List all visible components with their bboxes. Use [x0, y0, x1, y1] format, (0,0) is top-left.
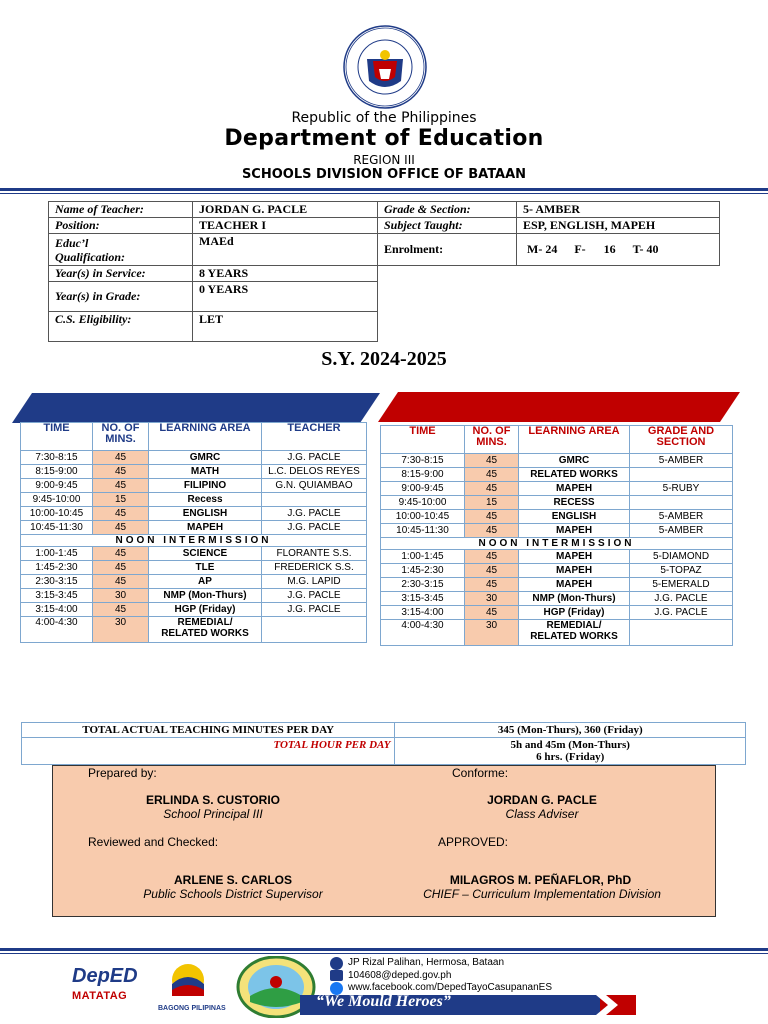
schedule2-area-cell: MAPEH — [519, 564, 630, 578]
enrolment-female: F- 16 — [574, 242, 616, 256]
schedule1-table — [20, 422, 367, 643]
schedule2-col4-cell: 5-AMBER — [630, 524, 733, 538]
prepared-label: Prepared by: — [88, 766, 157, 780]
schedule1-time-cell: 3:15-3:45 — [21, 589, 93, 603]
schedule2-row — [381, 482, 733, 496]
schedule2-time-cell: 10:45-11:30 — [381, 524, 465, 538]
schedule1-mins-cell: 30 — [93, 617, 149, 643]
department-heading: Department of Education — [224, 126, 544, 151]
schedule1-area-cell: Recess — [149, 493, 262, 507]
schedule1-row — [21, 465, 367, 479]
schedule1-area-cell: NMP (Mon-Thurs) — [149, 589, 262, 603]
schedule1-time-cell: 1:45-2:30 — [21, 561, 93, 575]
schedule2-col4-cell: 5-EMERALD — [630, 578, 733, 592]
schedule2-mins-cell: 45 — [465, 454, 519, 468]
schedule2-time-cell: 9:00-9:45 — [381, 482, 465, 496]
schedule2-area-cell: MAPEH — [519, 550, 630, 564]
schedule2-banner — [378, 392, 740, 422]
grade-section-label: Grade & Section: — [378, 202, 517, 218]
schedule2-time-cell: 10:00-10:45 — [381, 510, 465, 524]
schedule1-noon: NOON INTERMISSION — [21, 535, 367, 547]
total-hours-value — [395, 738, 746, 765]
total-hours-friday: 6 hrs. (Friday) — [536, 751, 605, 763]
schedule2-mins-cell: 45 — [465, 510, 519, 524]
location-icon — [330, 957, 343, 970]
schedule2-col4-cell: 5-AMBER — [630, 454, 733, 468]
schedule2-time-cell: 3:15-4:00 — [381, 606, 465, 620]
schedule2-row — [381, 510, 733, 524]
schedule2-row — [381, 592, 733, 606]
header-divider-thin — [0, 193, 768, 194]
region-heading: REGION III — [353, 153, 415, 167]
bagong-pilipinas-logo — [160, 960, 216, 1004]
schedule1-col4-cell: FLORANTE S.S. — [262, 547, 367, 561]
schedule2-time-cell: 1:45-2:30 — [381, 564, 465, 578]
schedule2-mins-cell: 45 — [465, 564, 519, 578]
schedule2-time-cell: 2:30-3:15 — [381, 578, 465, 592]
teacher-label: Name of Teacher: — [49, 202, 193, 218]
schedule2-row — [381, 524, 733, 538]
schedule1-mins-cell: 45 — [93, 451, 149, 465]
schedule2-header-area: LEARNING AREA — [519, 426, 630, 454]
schedule1-mins-cell: 45 — [93, 479, 149, 493]
schedule2-noon: NOON INTERMISSION — [381, 538, 733, 550]
schedule1-time-cell: 2:30-3:15 — [21, 575, 93, 589]
schedule1-time-cell: 3:15-4:00 — [21, 603, 93, 617]
schedule2-mins-cell: 45 — [465, 550, 519, 564]
schedule2-area-cell: ENGLISH — [519, 510, 630, 524]
signature-box — [52, 765, 716, 917]
schedule1-area-cell — [149, 617, 262, 643]
schedule1-col4-cell — [262, 617, 367, 643]
schedule1-row — [21, 493, 367, 507]
enrolment-label: Enrolment: — [378, 234, 517, 266]
total-minutes-value: 345 (Mon-Thurs), 360 (Friday) — [395, 723, 746, 738]
schedule1-col4-cell: L.C. DELOS REYES — [262, 465, 367, 479]
enrolment-total: T- 40 — [632, 242, 659, 256]
schedule1-row — [21, 575, 367, 589]
schedule2-col4-cell — [630, 496, 733, 510]
schedule2-time-cell: 9:45-10:00 — [381, 496, 465, 510]
schedule2-remedial-line1: REMEDIAL/ — [546, 620, 602, 631]
schedule1-time-cell: 7:30-8:15 — [21, 451, 93, 465]
schedule2-row — [381, 454, 733, 468]
schedule2-mins-cell: 45 — [465, 524, 519, 538]
schedule2-mins-cell: 45 — [465, 468, 519, 482]
schedule2-area-cell: RELATED WORKS — [519, 468, 630, 482]
schedule2-header-section: GRADE AND SECTION — [630, 426, 733, 454]
schedule1-area-cell: AP — [149, 575, 262, 589]
schedule2-time-cell: 1:00-1:45 — [381, 550, 465, 564]
schedule1-area-cell: MATH — [149, 465, 262, 479]
schedule2-mins-cell: 30 — [465, 592, 519, 606]
schedule1-time-cell: 10:00-10:45 — [21, 507, 93, 521]
schedule2-header-time: TIME — [381, 426, 465, 454]
schedule1-banner — [12, 393, 380, 423]
schedule1-area-cell: HGP (Friday) — [149, 603, 262, 617]
reviewed-title: Public Schools District Supervisor — [143, 887, 323, 901]
schedule2-area-cell: GMRC — [519, 454, 630, 468]
schedule2-mins-cell: 30 — [465, 620, 519, 646]
schedule1-area-cell: FILIPINO — [149, 479, 262, 493]
approved-name: MILAGROS M. PEÑAFLOR, PhD — [449, 873, 632, 887]
schedule2-area-cell: HGP (Friday) — [519, 606, 630, 620]
motto-text: “We Mould Heroes” — [316, 993, 451, 1010]
schedule2-row — [381, 578, 733, 592]
schedule2-mins-cell: 45 — [465, 606, 519, 620]
schedule1-header-area: LEARNING AREA — [149, 423, 262, 451]
schedule1-area-cell: SCIENCE — [149, 547, 262, 561]
enrolment-male: M- 24 — [527, 242, 558, 256]
conforme-title: Class Adviser — [505, 807, 579, 821]
schedule2-col4-cell — [630, 620, 733, 646]
deped-logo: DepED — [72, 965, 138, 987]
conforme-label: Conforme: — [452, 766, 509, 780]
division-heading: SCHOOLS DIVISION OFFICE OF BATAAN — [241, 167, 527, 182]
schedule2-col4-cell: 5-RUBY — [630, 482, 733, 496]
schedule1-mins-cell: 45 — [93, 507, 149, 521]
schedule1-time-cell: 1:00-1:45 — [21, 547, 93, 561]
schedule2-col4-cell: 5-TOPAZ — [630, 564, 733, 578]
schedule1-header-time: TIME — [21, 423, 93, 451]
schedule1-area-cell: GMRC — [149, 451, 262, 465]
teacher-value: JORDAN G. PACLE — [193, 202, 378, 218]
school-year: S.Y. 2024-2025 — [321, 348, 447, 370]
deped-seal-logo — [343, 25, 427, 109]
reviewed-name: ARLENE S. CARLOS — [173, 873, 292, 887]
schedule2-remedial-line2: RELATED WORKS — [530, 631, 618, 642]
schedule1-col4-cell: G.N. QUIAMBAO — [262, 479, 367, 493]
schedule2-col4-cell: 5-AMBER — [630, 510, 733, 524]
schedule2-time-cell: 8:15-9:00 — [381, 468, 465, 482]
service-label: Year(s) in Service: — [49, 266, 193, 282]
schedule1-time-cell: 4:00-4:30 — [21, 617, 93, 643]
footer-divider — [0, 948, 768, 951]
educ-label-line2: Qualification: — [55, 249, 126, 264]
schedule2-col4-cell: J.G. PACLE — [630, 592, 733, 606]
schedule1-mins-cell: 45 — [93, 575, 149, 589]
schedule2-mins-cell: 15 — [465, 496, 519, 510]
schedule2-area-cell: NMP (Mon-Thurs) — [519, 592, 630, 606]
schedule1-row — [21, 521, 367, 535]
schedule1-mins-cell: 45 — [93, 521, 149, 535]
schedule2-col4-cell — [630, 468, 733, 482]
prepared-name: ERLINDA S. CUSTORIO — [145, 793, 280, 807]
schedule1-row — [21, 617, 367, 643]
schedule1-time-cell: 9:45-10:00 — [21, 493, 93, 507]
schedule2-row — [381, 620, 733, 646]
totals-table — [21, 722, 746, 765]
schedule1-area-cell: ENGLISH — [149, 507, 262, 521]
bagong-pilipinas-text: BAGONG PILIPINAS — [158, 1005, 226, 1012]
schedule1-area-cell: MAPEH — [149, 521, 262, 535]
schedule1-mins-cell: 45 — [93, 561, 149, 575]
grade-section-value: 5- AMBER — [517, 202, 720, 218]
approved-title: CHIEF – Curriculum Implementation Division — [423, 887, 661, 901]
schedule1-row — [21, 479, 367, 493]
teacher-info-table — [48, 201, 720, 342]
schedule1-col4-cell: J.G. PACLE — [262, 521, 367, 535]
schedule1-remedial-line1: REMEDIAL/ — [177, 617, 233, 628]
subject-label: Subject Taught: — [378, 218, 517, 234]
schedule1-col4-cell: FREDERICK S.S. — [262, 561, 367, 575]
schedule1-mins-cell: 45 — [93, 465, 149, 479]
footer-facebook: www.facebook.com/DepedTayoCasupananES — [348, 982, 553, 993]
schedule2-table — [380, 425, 733, 646]
cs-eligibility-label: C.S. Eligibility: — [49, 312, 193, 342]
footer-email: 104608@deped.gov.ph — [348, 970, 452, 981]
schedule1-row — [21, 547, 367, 561]
educ-value: MAEd — [193, 234, 378, 266]
footer-address: JP Rizal Palihan, Hermosa, Bataan — [348, 957, 505, 968]
total-minutes-label: TOTAL ACTUAL TEACHING MINUTES PER DAY — [22, 723, 395, 738]
schedule1-mins-cell: 15 — [93, 493, 149, 507]
schedule2-time-cell: 3:15-3:45 — [381, 592, 465, 606]
schedule1-time-cell: 10:45-11:30 — [21, 521, 93, 535]
reviewed-label: Reviewed and Checked: — [88, 835, 219, 849]
schedule2-row — [381, 564, 733, 578]
schedule1-mins-cell: 45 — [93, 547, 149, 561]
matatag-logo: MATATAG — [72, 990, 128, 1002]
email-icon — [330, 970, 343, 981]
schedule1-col4-cell: J.G. PACLE — [262, 603, 367, 617]
schedule1-header-mins: NO. OF MINS. — [93, 423, 149, 451]
schedule1-header-teacher: TEACHER — [262, 423, 367, 451]
schedule1-time-cell: 9:00-9:45 — [21, 479, 93, 493]
service-value: 8 YEARS — [193, 266, 378, 282]
schedule1-col4-cell: M.G. LAPID — [262, 575, 367, 589]
total-hours-weekday: 5h and 45m (Mon-Thurs) — [510, 739, 630, 751]
schedule2-header-mins: NO. OF MINS. — [465, 426, 519, 454]
schedule2-area-cell: MAPEH — [519, 482, 630, 496]
schedule2-col4-cell: 5-DIAMOND — [630, 550, 733, 564]
schedule1-row — [21, 507, 367, 521]
educ-label — [49, 234, 193, 266]
schedule1-col4-cell: J.G. PACLE — [262, 589, 367, 603]
years-in-grade-value: 0 YEARS — [193, 282, 378, 312]
schedule1-time-cell: 8:15-9:00 — [21, 465, 93, 479]
schedule2-area-cell: MAPEH — [519, 524, 630, 538]
schedule1-area-cell: TLE — [149, 561, 262, 575]
schedule1-col4-cell: J.G. PACLE — [262, 507, 367, 521]
schedule2-col4-cell: J.G. PACLE — [630, 606, 733, 620]
enrolment-value — [517, 234, 720, 266]
schedule2-area-cell: MAPEH — [519, 578, 630, 592]
position-value: TEACHER I — [193, 218, 378, 234]
schedule2-row — [381, 550, 733, 564]
header-divider — [0, 188, 768, 191]
schedule1-mins-cell: 30 — [93, 589, 149, 603]
schedule1-row — [21, 603, 367, 617]
schedule1-row — [21, 561, 367, 575]
subject-value: ESP, ENGLISH, MAPEH — [517, 218, 720, 234]
schedule1-mins-cell: 45 — [93, 603, 149, 617]
approved-label: APPROVED: — [438, 835, 509, 849]
prepared-title: School Principal III — [163, 807, 263, 821]
schedule1-col4-cell — [262, 493, 367, 507]
schedule1-row — [21, 451, 367, 465]
schedule2-row — [381, 468, 733, 482]
schedule2-time-cell: 4:00-4:30 — [381, 620, 465, 646]
schedule1-col4-cell: J.G. PACLE — [262, 451, 367, 465]
schedule2-area-cell — [519, 620, 630, 646]
cs-eligibility-value: LET — [193, 312, 378, 342]
schedule2-mins-cell: 45 — [465, 482, 519, 496]
position-label: Position: — [49, 218, 193, 234]
schedule1-remedial-line2: RELATED WORKS — [161, 628, 249, 639]
schedule2-area-cell: RECESS — [519, 496, 630, 510]
schedule2-row — [381, 606, 733, 620]
schedule2-row — [381, 496, 733, 510]
conforme-name: JORDAN G. PACLE — [487, 793, 597, 807]
schedule2-time-cell: 7:30-8:15 — [381, 454, 465, 468]
years-in-grade-label: Year(s) in Grade: — [49, 282, 193, 312]
republic-heading: Republic of the Philippines — [291, 110, 477, 126]
schedule2-mins-cell: 45 — [465, 578, 519, 592]
schedule1-row — [21, 589, 367, 603]
educ-label-line1: Educ’l — [55, 235, 89, 250]
total-hours-label: TOTAL HOUR PER DAY — [22, 738, 395, 765]
footer-divider-thin — [0, 953, 768, 954]
